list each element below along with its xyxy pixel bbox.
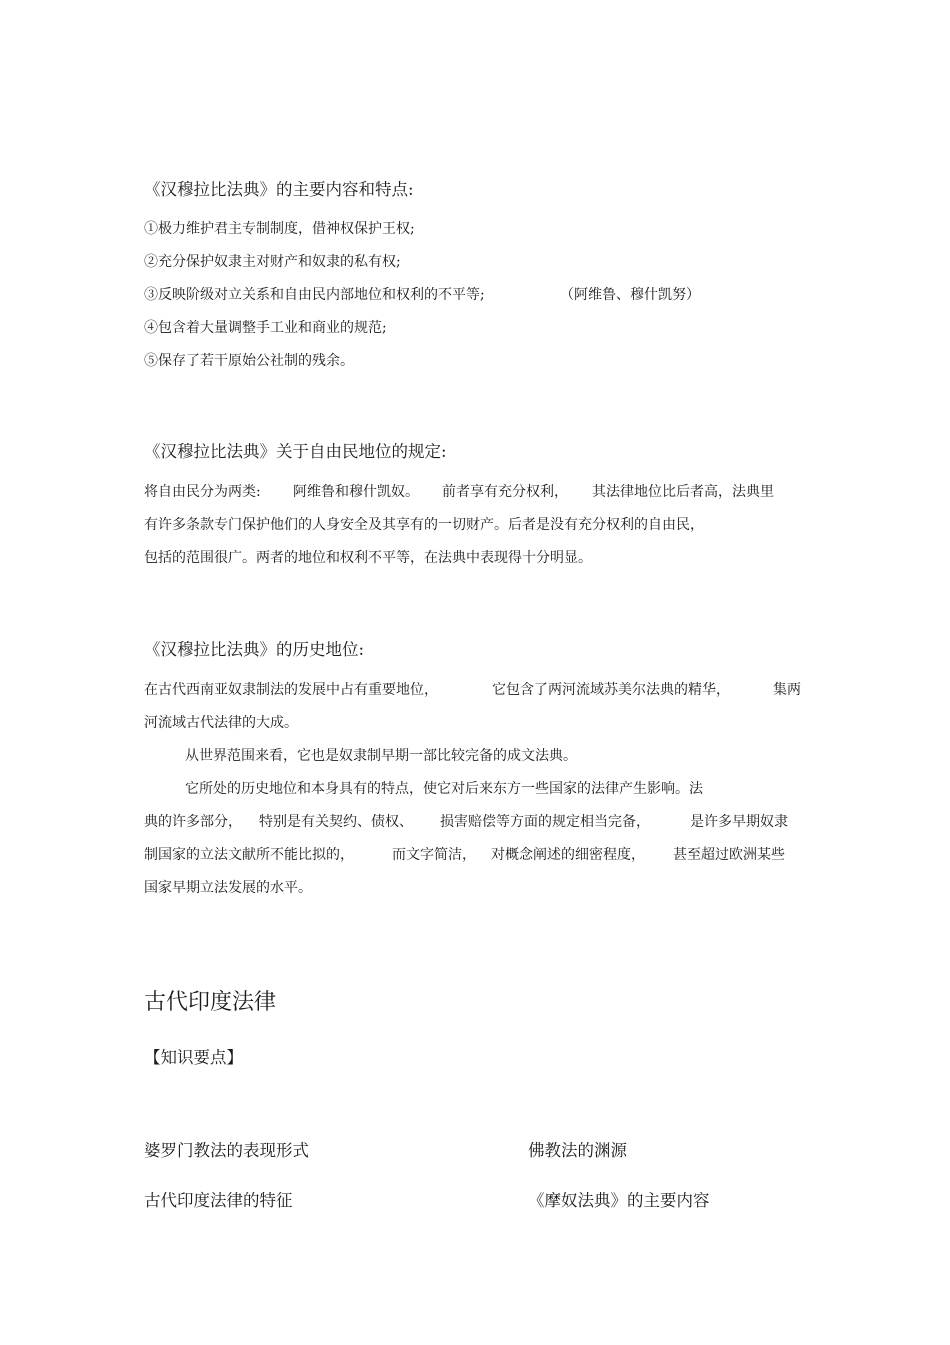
- inline-note: （阿维鲁、穆什凯努）: [560, 287, 700, 303]
- paragraph-line: 包括的范围很广。两者的地位和权利不平等，在法典中表现得十分明显。: [144, 550, 592, 566]
- paragraph-line: 对概念阐述的细密程度，: [491, 847, 645, 863]
- paragraph-line: 前者享有充分权利，: [442, 484, 568, 500]
- paragraph-line: 甚至超过欧洲某些: [673, 847, 785, 863]
- knowledge-points-heading: 【知识要点】: [144, 1048, 243, 1067]
- knowledge-point: 婆罗门教法的表现形式: [144, 1141, 309, 1160]
- paragraph-line: 损害赔偿等方面的规定相当完备，: [440, 814, 650, 830]
- paragraph-line: 将自由民分为两类:: [144, 484, 261, 500]
- paragraph-line: 其法律地位比后者高，法典里: [592, 484, 774, 500]
- section-title-main-content: 《汉穆拉比法典》的主要内容和特点:: [144, 180, 414, 199]
- paragraph-line: 国家早期立法发展的水平。: [144, 880, 312, 896]
- section-title-historical-status: 《汉穆拉比法典》的历史地位:: [144, 640, 365, 659]
- paragraph-line: 在古代西南亚奴隶制法的发展中占有重要地位，: [144, 682, 438, 698]
- section-title-freeman-status: 《汉穆拉比法典》关于自由民地位的规定:: [144, 442, 447, 461]
- paragraph-line: 而文字简洁，: [392, 847, 476, 863]
- list-item: ③反映阶级对立关系和自由民内部地位和权利的不平等;: [144, 287, 485, 303]
- paragraph-line: 它所处的历史地位和本身具有的特点，使它对后来东方一些国家的法律产生影响。法: [185, 781, 703, 797]
- paragraph-line: 是许多早期奴隶: [690, 814, 788, 830]
- paragraph-line: 集两: [773, 682, 801, 698]
- list-item: ⑤保存了若干原始公社制的残余。: [144, 353, 354, 369]
- paragraph-line: 典的许多部分，: [144, 814, 242, 830]
- paragraph-line: 特别是有关契约、债权、: [259, 814, 413, 830]
- list-item: ①极力维护君主专制制度，借神权保护王权;: [144, 221, 415, 237]
- paragraph-line: 有许多条款专门保护他们的人身安全及其享有的一切财产。后者是没有充分权利的自由民，: [144, 517, 704, 533]
- paragraph-line: 从世界范围来看，它也是奴隶制早期一部比较完备的成文法典。: [185, 748, 577, 764]
- paragraph-line: 阿维鲁和穆什凯奴。: [293, 484, 419, 500]
- paragraph-line: 河流域古代法律的大成。: [144, 715, 298, 731]
- knowledge-point: 古代印度法律的特征: [144, 1191, 293, 1210]
- list-item: ②充分保护奴隶主对财产和奴隶的私有权;: [144, 254, 401, 270]
- paragraph-line: 它包含了两河流域苏美尔法典的精华，: [492, 682, 730, 698]
- paragraph-line: 制国家的立法文献所不能比拟的，: [144, 847, 354, 863]
- knowledge-point: 《摩奴法典》的主要内容: [528, 1191, 710, 1210]
- knowledge-point: 佛教法的渊源: [528, 1141, 627, 1160]
- chapter-title: 古代印度法律: [144, 990, 277, 1015]
- list-item: ④包含着大量调整手工业和商业的规范;: [144, 320, 387, 336]
